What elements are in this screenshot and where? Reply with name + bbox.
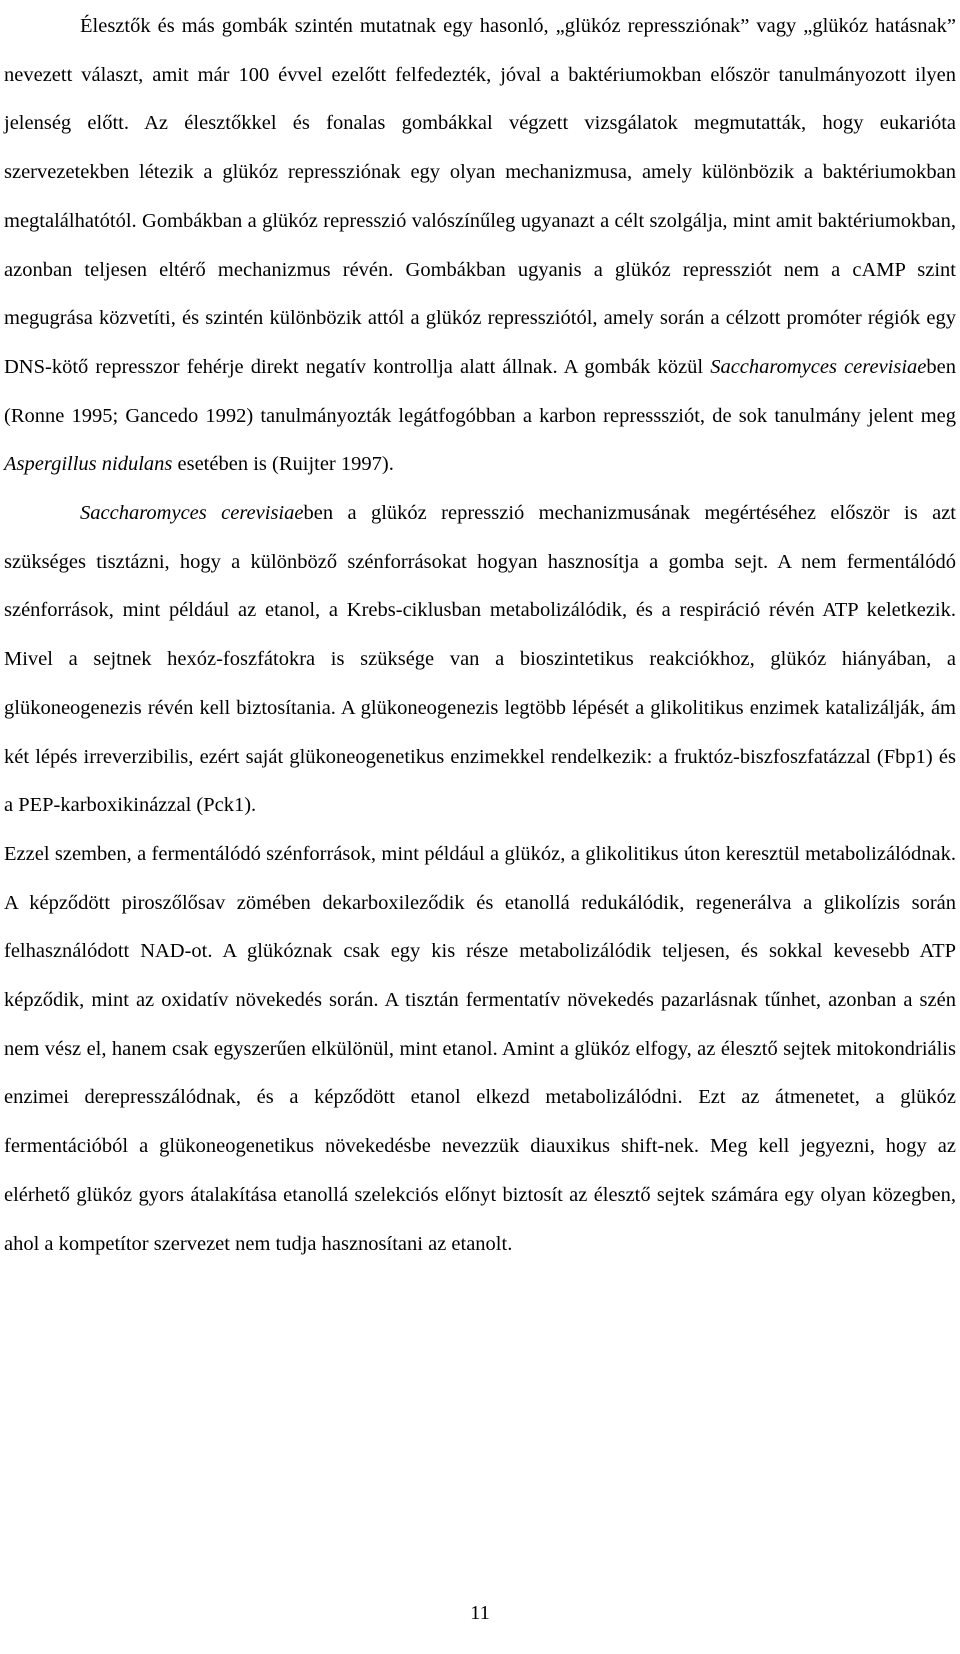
- species-name: Saccharomyces cerevisiae: [80, 502, 304, 525]
- text-segment: ben a glükóz represszió mechanizmusának megértéséhez először is azt szükséges tisztázni, hogy a különböző szénforrásokat hogyan hasznosítja a gomba sejt. A nem fermentálódó szénforrások, mint például az etanol, a Krebs-ciklusban metabolizálódik, és a respiráció révén ATP keletkezik. Mivel a sejtnek hexóz-foszfátokra is szüksége van a bioszintetikus reakciókhoz, glükóz hiányában, a glükoneogenezis révén kell biztosítania. A glükoneogenezis legtöbb lépését a glikolitikus enzimek katalizálják, ám két lépés irreverzibilis, ezért saját glükoneogenetikus enzimekkel rendelkezik: a fruktóz-biszfoszfatázzal (Fbp1) és a PEP-karboxikinázzal (Pck1).: [4, 502, 956, 817]
- species-name: Saccharomyces cerevisiae: [710, 355, 927, 378]
- text-segment: ben (Ronne 1995; Gancedo 1992) tanulmányozták legátfogóbban a karbon represssziót, de sok tanulmány jelent meg: [4, 355, 957, 427]
- text-segment: Élesztők és más gombák szintén mutatnak egy hasonló, „glükóz repressziónak” vagy „glükóz hatásnak” nevezett választ, amit már 100 évvel ezelőtt felfedezték, jóval a baktériumokban először tanulmányozott ilyen jelenség előtt. Az élesztőkkel és fonalas gombákkal végzett vizsgálatok megmutatták, hogy eukarióta szervezetekben létezik a glükóz repressziónak egy olyan mechanizmusa, amely különbözik a baktériumokban megtalálhatótól. Gombákban a glükóz represszió valószínűleg ugyanazt a célt szolgálja, mint amit baktériumokban, azonban teljesen eltérő mechanizmus révén. Gombákban ugyanis a glükóz repressziót nem a cAMP szint megugrása közvetíti, és szintén különbözik attól a glükóz repressziótól, amely során a célzott promóter régiók egy DNS-kötő represszor fehérje direkt negatív kontrollja alatt állnak. A gombák közül: [4, 15, 956, 378]
- paragraph-carbon-source-utilization: [4, 489, 956, 830]
- page-number: 11: [470, 1602, 490, 1624]
- text-segment: Ezzel szemben, a fermentálódó szénforrások, mint például a glükóz, a glikolitikus úton keresztül metabolizálódnak. A képződött piroszőlősav zömében dekarboxileződik és etanollá redukálódik, regenerálva a glikolízis során felhasználódott NAD-ot. A glükóznak csak egy kis része metabolizálódik teljesen, és sokkal kevesebb ATP képződik, mint az oxidatív növekedés során. A tisztán fermentatív növekedés pazarlásnak tűnhet, azonban a szén nem vész el, hanem csak egyszerűen elkülönül, mint etanol. Amint a glükóz elfogy, az élesztő sejtek mitokondriális enzimei derepresszálódnak, és a képződött etanol elkezd metabolizálódni. Ezt az átmenetet, a glükóz fermentációból a glükoneogenetikus növekedésbe nevezzük diauxikus shift-nek. Meg kell jegyezni, hogy az elérhető glükóz gyors átalakítása etanollá szelekciós előnyt biztosít az élesztő sejtek számára egy olyan közegben, ahol a kompetítor szervezet nem tudja hasznosítani az etanolt.: [4, 842, 956, 1255]
- species-name: Aspergillus nidulans: [4, 453, 173, 476]
- paragraph-fermentable-carbon-sources: [4, 830, 956, 1268]
- text-segment: esetében is (Ruijter 1997).: [172, 453, 394, 476]
- paragraph-glucose-repression-fungi: [4, 2, 956, 489]
